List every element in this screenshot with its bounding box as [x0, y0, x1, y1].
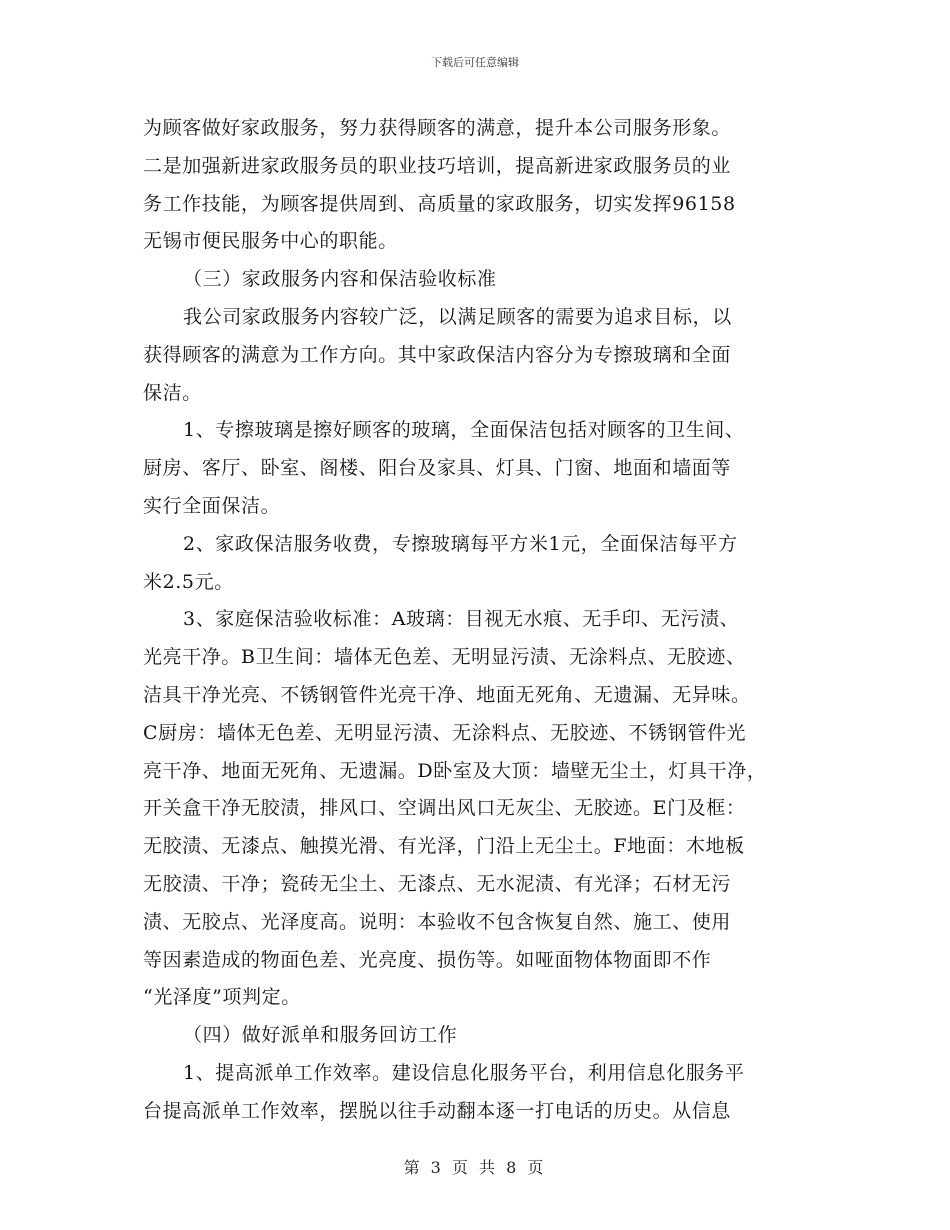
paragraph-line: “光泽度”项判定。 — [143, 986, 301, 1009]
section-heading: （四）做好派单和服务回访工作 — [183, 1024, 458, 1047]
paragraph-line: 米2.5元。 — [143, 570, 234, 593]
paragraph-line: 开关盒干净无胶渍，排风口、空调出风口无灰尘、无胶迹。E门及框： — [143, 797, 746, 820]
paragraph-line: 二是加强新进家政服务员的职业技巧培训，提高新进家政服务员的业 — [143, 154, 732, 177]
paragraph-line: 洁具干净光亮、不锈钢管件光亮干净、地面无死角、无遗漏、无异味。 — [143, 683, 751, 706]
page-footer: 第 3 页 共 8 页 — [403, 1158, 547, 1177]
paragraph-line: 务工作技能，为顾客提供周到、高质量的家政服务，切实发挥96158 — [143, 192, 736, 215]
paragraph-line: 1、专擦玻璃是擦好顾客的玻璃，全面保洁包括对顾客的卫生间、 — [183, 419, 745, 442]
paragraph-line: 台提高派单工作效率，摆脱以往手动翻本逐一打电话的历史。从信息 — [143, 1099, 732, 1122]
paragraph-line: 3、家庭保洁验收标准：A玻璃：目视无水痕、无手印、无污渍、 — [183, 608, 740, 631]
paragraph-line: 我公司家政服务内容较广泛，以满足顾客的需要为追求目标，以 — [183, 305, 732, 328]
paragraph-line: 2、家政保洁服务收费，专擦玻璃每平方米1元，全面保洁每平方 — [183, 532, 738, 555]
section-heading: （三）家政服务内容和保洁验收标准 — [183, 268, 497, 291]
paragraph-line: C厨房：墙体无色差、无明显污渍、无涂料点、无胶迹、不锈钢管件光 — [143, 721, 747, 744]
paragraph-line: 无胶渍、干净；瓷砖无尘土、无漆点、无水泥渍、有光泽；石材无污 — [143, 872, 732, 895]
paragraph-line: 无胶渍、无漆点、触摸光滑、有光泽，门沿上无尘土。F地面：木地板 — [143, 835, 745, 858]
paragraph-line: 等因素造成的物面色差、光亮度、损伤等。如哑面物体物面即不作 — [143, 948, 712, 971]
paragraph-line: 保洁。 — [143, 381, 202, 404]
paragraph-line: 渍、无胶点、光泽度高。说明：本验收不包含恢复自然、施工、使用 — [143, 910, 732, 933]
paragraph-line: 厨房、客厅、卧室、阁楼、阳台及家具、灯具、门窗、地面和墙面等 — [143, 457, 732, 480]
paragraph-line: 实行全面保洁。 — [143, 494, 281, 517]
paragraph-line: 获得顾客的满意为工作方向。其中家政保洁内容分为专擦玻璃和全面 — [143, 343, 732, 366]
page-header: 下载后可任意编辑 — [431, 56, 519, 69]
paragraph-line: 光亮干净。B卫生间：墙体无色差、无明显污渍、无涂料点、无胶迹、 — [143, 646, 746, 669]
paragraph-line: 为顾客做好家政服务，努力获得顾客的满意，提升本公司服务形象。 — [143, 117, 732, 139]
document-body — [143, 110, 833, 1131]
paragraph-line: 亮干净、地面无死角、无遗漏。D卧室及大顶：墙壁无尘土，灯具干净， — [143, 759, 767, 782]
paragraph-line: 无锡市便民服务中心的职能。 — [143, 230, 398, 253]
paragraph-line: 1、提高派单工作效率。建设信息化服务平台，利用信息化服务平 — [183, 1061, 745, 1084]
